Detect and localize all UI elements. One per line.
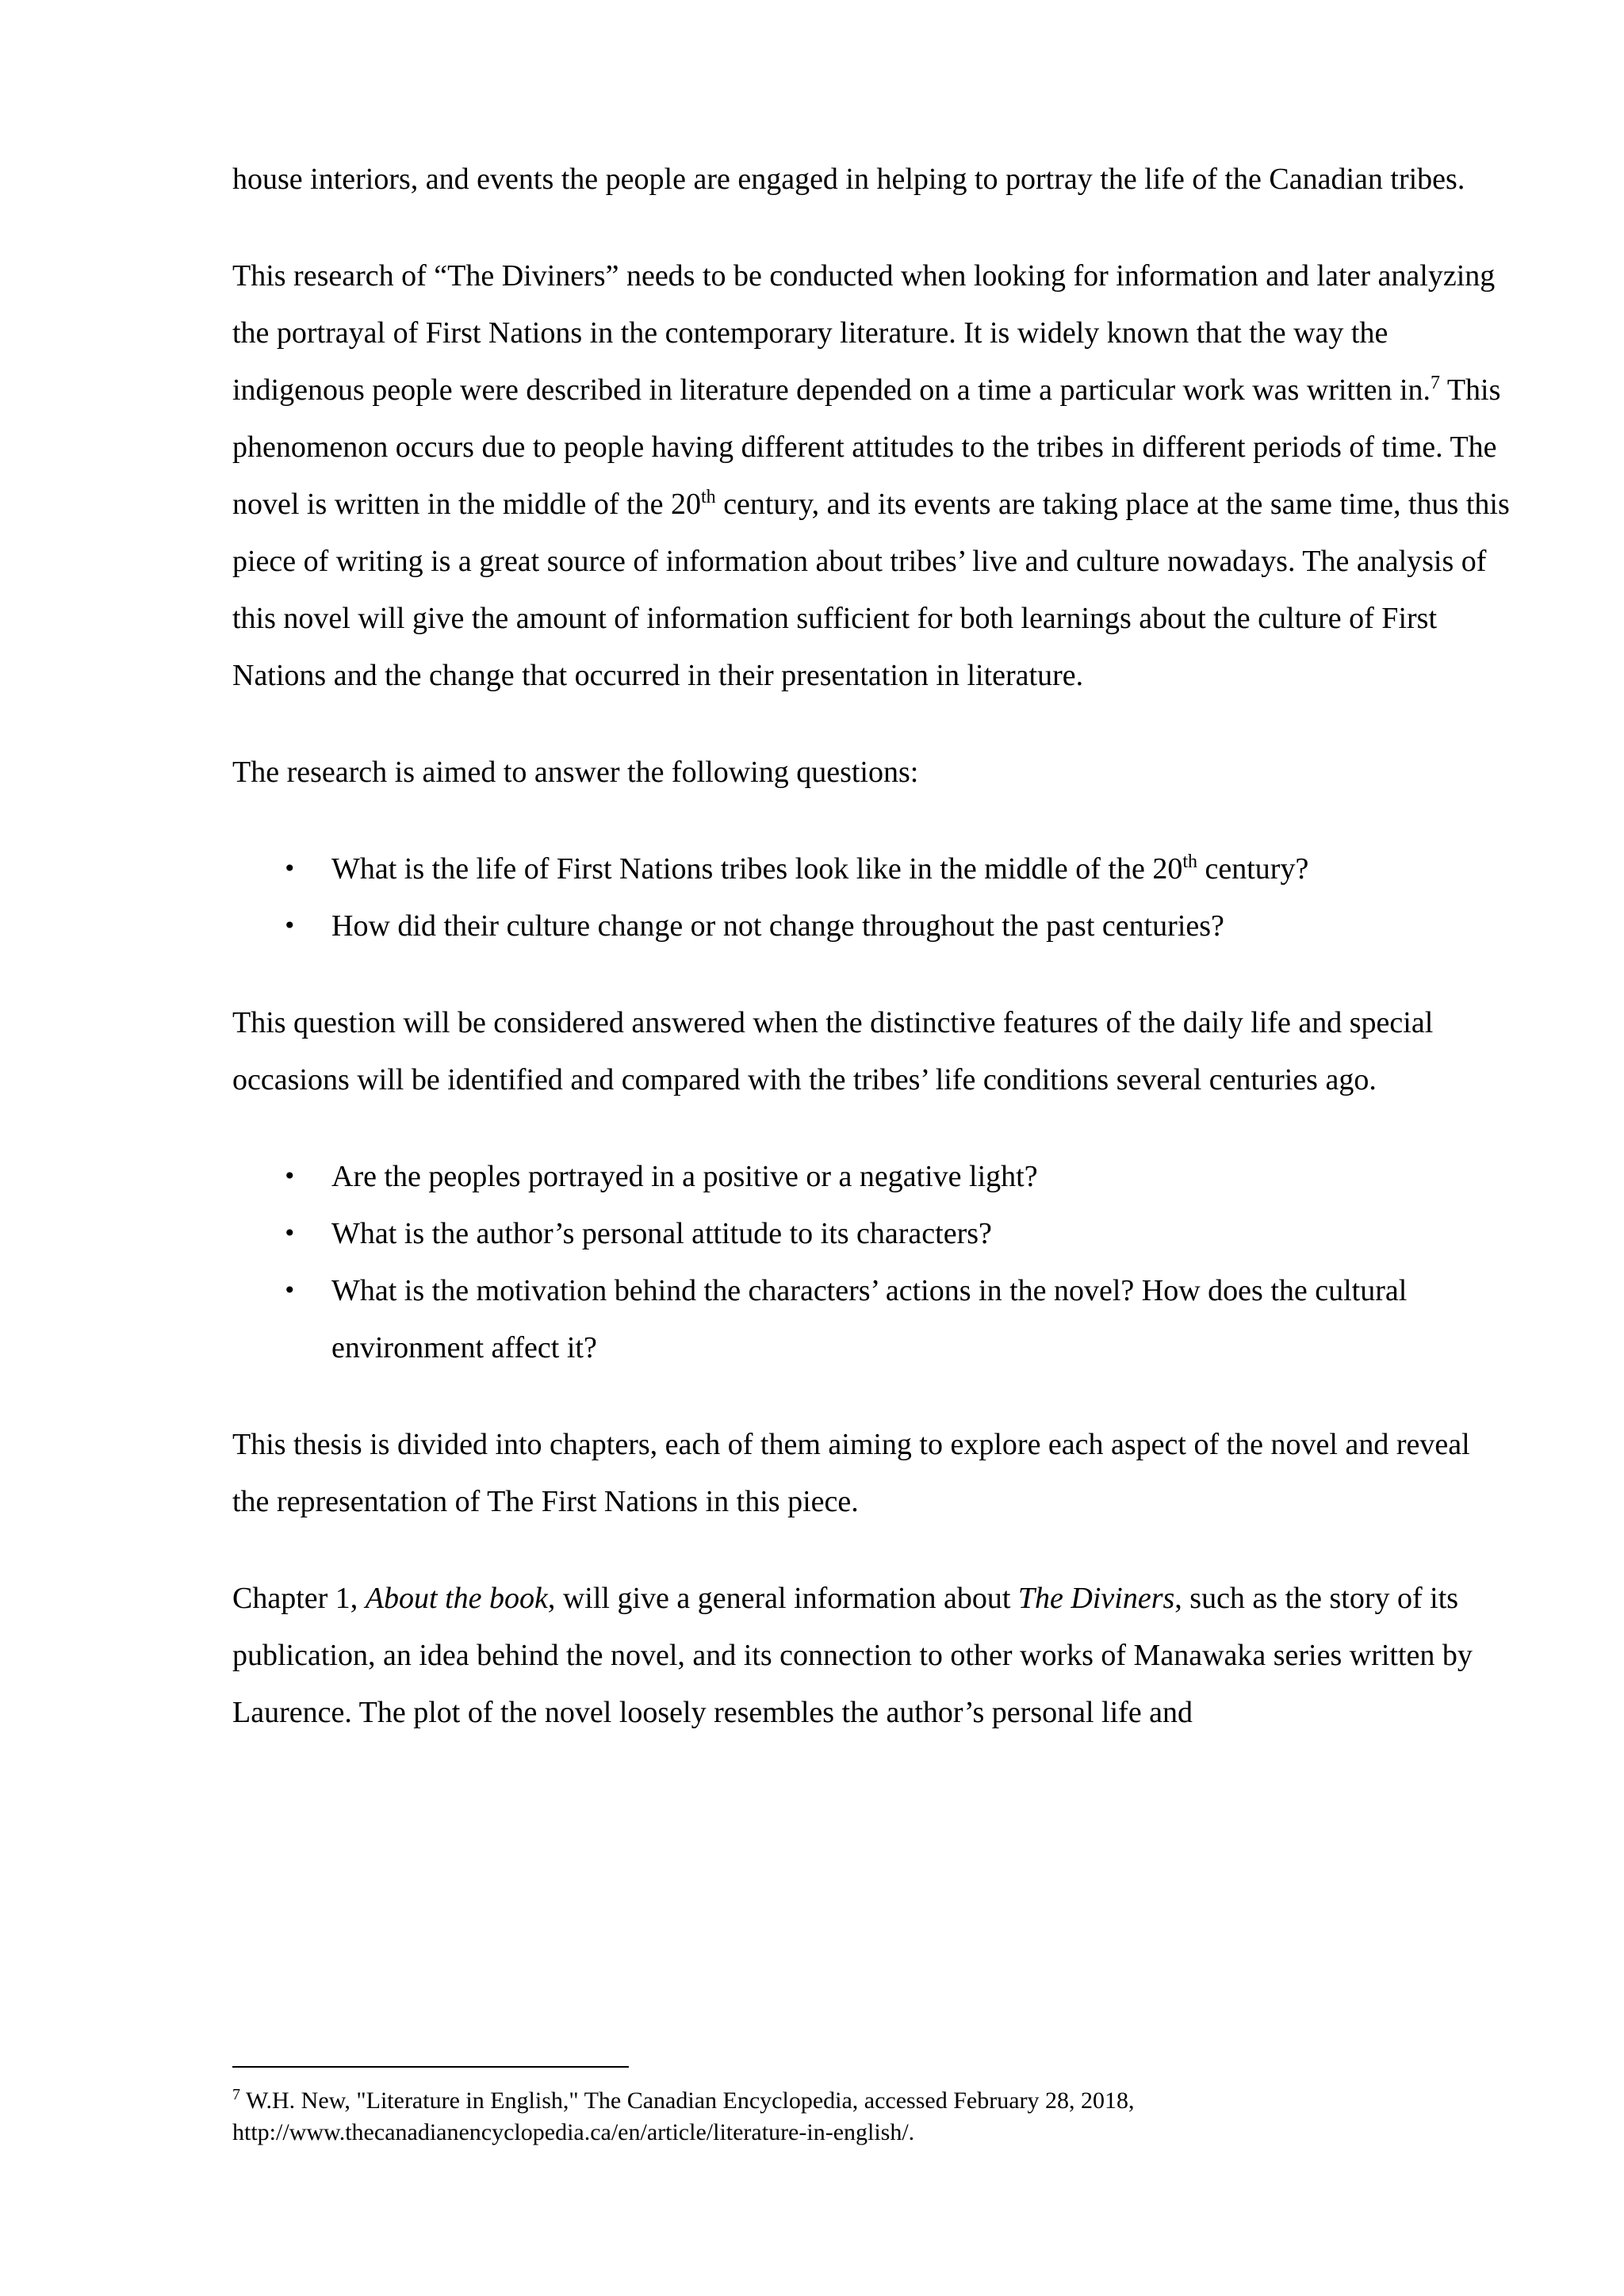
- bullet-icon: •: [283, 1163, 297, 1189]
- list-item: [232, 1262, 1513, 1376]
- paragraph-3: The research is aimed to answer the following questions:: [232, 756, 919, 789]
- list-item: [232, 840, 1513, 897]
- paragraph-6: [232, 1570, 1513, 1741]
- ordinal-superscript: th: [701, 487, 716, 507]
- question-list-1: [232, 840, 1513, 955]
- paragraph-4: This question will be considered answered when the distinctive features of the daily life and special occasions will be identified and compared with the tribes’ life conditions several centuries ago.: [232, 1006, 1434, 1096]
- footnote-text: W.H. New, "Literature in English," The Canadian Encyclopedia, accessed February 28, 2018, http://www.thecanadianencyclopedia.ca/en/article/literature-in-english/.: [232, 2087, 1135, 2145]
- list-item-text: Are the peoples portrayed in a positive or a negative light?: [331, 1160, 1038, 1193]
- bullet-icon: •: [283, 855, 297, 882]
- list-item: [232, 1205, 1513, 1262]
- list-item-text-a: What is the life of First Nations tribes look like in the middle of the 20: [331, 852, 1183, 886]
- paragraph-5: This thesis is divided into chapters, each of them aiming to explore each aspect of the novel and reveal the representation of The First Nations in this piece.: [232, 1428, 1470, 1518]
- bullet-icon: •: [283, 1220, 297, 1246]
- footnote-number: 7: [232, 2086, 240, 2103]
- paragraph-6-part-c: , such as the story of its publication, an idea behind the novel, and its connection to other works of Manawaka series written by Laurence. The plot of the novel loosely resembles the author’s personal life and: [232, 1582, 1473, 1729]
- paragraph-1: house interiors, and events the people are engaged in helping to portray the life of the Canadian tribes.: [232, 163, 1465, 196]
- list-item-text-b: century?: [1197, 852, 1309, 886]
- body-text: [232, 151, 1513, 1781]
- footnote: [232, 2085, 1513, 2149]
- list-item-text: What is the motivation behind the characters’ actions in the novel? How does the cultural environment affect it?: [331, 1274, 1408, 1364]
- paragraph-6-part-b: , will give a general information about: [547, 1582, 1018, 1615]
- paragraph-2-part-a: This research of “The Diviners” needs to be conducted when looking for information and later analyzing the portrayal of First Nations in the contemporary literature. It is widely known that the way the indigenous people were described in literature depended on a time a particular work was written in.: [232, 259, 1496, 407]
- footnote-reference[interactable]: 7: [1431, 373, 1441, 393]
- paragraph-6-part-a: Chapter 1,: [232, 1582, 366, 1615]
- bullet-icon: •: [283, 913, 297, 939]
- chapter-title: About the book: [365, 1582, 548, 1615]
- footnote-separator: [232, 2066, 629, 2068]
- book-title: The Diviners: [1017, 1582, 1175, 1615]
- list-item-text: How did their culture change or not change throughout the past centuries?: [331, 909, 1224, 943]
- bullet-icon: •: [283, 1277, 297, 1303]
- list-item: [232, 897, 1513, 955]
- ordinal-superscript: th: [1182, 851, 1197, 872]
- paragraph-2-part-c: century, and its events are taking place at the same time, thus this piece of writing is a great source of information about tribes’ live and culture nowadays. The analysis of this novel will give the amount of information sufficient for both learnings about the culture of First Nations and the change that occurred in their presentation in literature.: [232, 488, 1510, 692]
- list-item: [232, 1148, 1513, 1205]
- question-list-2: [232, 1148, 1513, 1376]
- paragraph-2: [232, 247, 1513, 704]
- paragraph-2-part-b: This phenomenon occurs due to people having different attitudes to the tribes in different periods of time. The novel is written in the middle of the 20: [232, 373, 1501, 521]
- list-item-text: What is the author’s personal attitude to its characters?: [331, 1217, 992, 1250]
